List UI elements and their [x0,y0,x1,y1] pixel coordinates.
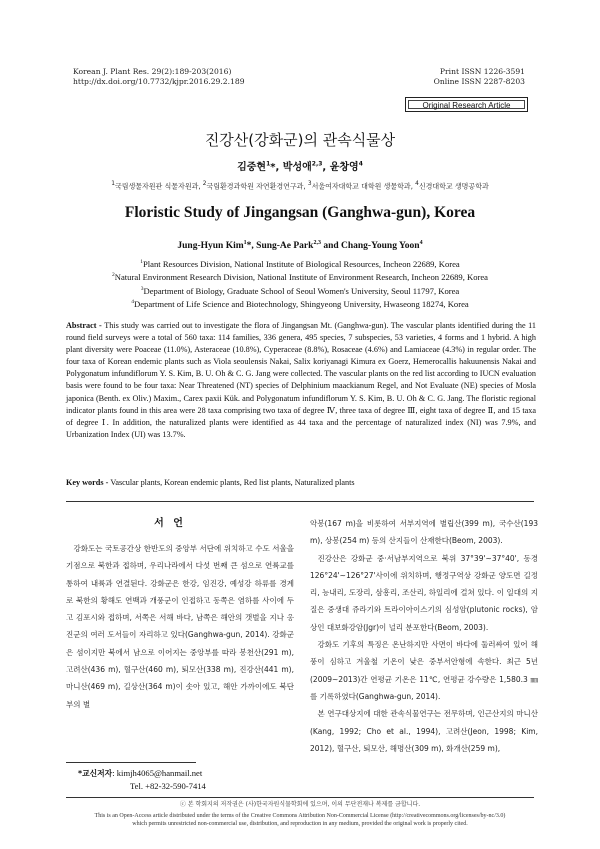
correspondence-email[interactable]: : kimjh4065@hanmail.net [112,768,203,778]
footer-rule [66,797,534,798]
online-issn: Online ISSN 2287-8203 [433,77,525,86]
correspondence-label: *교신저자 [78,769,113,778]
korean-affiliations: $^1$국립생물자원관 식물자원과, $^2$국립환경과학원 자연환경연구과, $^3$서울여자대학교 대학원 생물학과, $^4$신경대학교 생명공학과 [111,181,489,191]
affiliation-2: $^2$Natural Environment Research Division, National Institute of Environment Research, Incheon 22689, Korea [112,272,488,283]
license-line-2: which permits unrestricted non-commercial use, distribution, and reproduction in any medium, provided the original work is properly cited. [132,820,468,827]
correspondence-tel: Tel. +82-32-590-7414 [130,781,206,791]
keywords-label: Key words - [66,478,111,487]
footnote-rule [66,762,196,763]
keywords-text: Vascular plants, Korean endemic plants, Red list plants, Naturalized plants [110,478,355,487]
body-right-paragraph-4: 본 연구대상지에 대한 관속식물연구는 전무하며, 인근산지의 마니산(Kang, 1992; Cho et al., 1994), 고려산(Jeon, 1998; Kim, 2012), 혈구산, 퇴모산, 해명산(309 m), 화개산(259 m), [310,709,538,753]
affiliation-4: $^4$Department of Life Science and Biotechnology, Shingyeong University, Hwaseong 18274, Korea [131,298,469,309]
abstract-label: Abstract - [66,321,105,330]
english-affiliations [40,257,560,310]
license-line-1: This is an Open-Access article distributed under the terms of the Creative Commons Attribution Non-Commercial License (http://creativecommons.org/licenses/by-nc/3.0) [94,813,506,819]
journal-citation: Korean J. Plant Res. 29(2):189-203(2016) [73,67,232,76]
article-type-badge [405,97,528,112]
abstract [66,320,536,441]
affiliation-3: $^3$Department of Biology, Graduate School of Seoul Women's University, Seoul 11797, Korea [140,285,460,296]
copyright-notice: ⓒ 본 학회지의 저작권은 (사)한국자원식물학회에 있으며, 이의 무단전재나 복제를 금합니다. [179,801,421,808]
print-issn: Print ISSN 1226-3591 [439,67,525,76]
korean-authors: 김중현$^1$*, 박성애$^{2,3}$, 윤창영$^4$ [237,160,363,173]
affiliation-1: $^1$Plant Resources Division, National Institute of Biological Resources, Incheon 22689, Korea [140,258,460,269]
article-type-label: Original Research Article [408,100,525,109]
body-left-paragraph: 강화도는 국토공간상 한반도의 중앙부 서단에 위치하고 수도 서울을 기점으로 북한과 접하며, 우리나라에서 다섯 번째 큰 섬으로 연륙교를 통하여 내륙과 연결된다. 강화군은 한강, 임진강, 예성강 하류를 경계로 북한의 황해도 연백과 개풍군이 인접하고 동쪽은 염하를 사이에 두고 김포시와 접하며, 서쪽은 서해 바다, 남쪽은 해안의 갯벌을 지나 옹진군의 여러 도서들이 자리하고 있다(Ganghwa-gun, 2014). 강화군은 섬이지만 북에서 남으로 이어지는 중앙부를 따라 봉천산(291 m), 고려산(436 m), 혈구산(460 m), 퇴모산(338 m), 진강산(441 m), 마니산(469 m), 길상산(364 m)이 솟아 있고, 해안 가까이에도 북단부의 별 [66,544,294,709]
body-right-paragraph-3: 강화도 기후의 특징은 온난하지만 사면이 바다에 둘러싸여 있어 해풍이 심하고 겨울철 기온이 낮은 중부서안형에 속한다. 최근 5년(2009~2013)간 연평균 기온은 11℃, 연평균 강수량은 1,580.3 ㎜를 기록하였다(Ganghwa-gun, 2014). [310,640,538,701]
doi-link[interactable]: http://dx.doi.org/10.7732/kjpr.2016.29.2.189 [73,77,245,86]
section-divider [66,501,534,502]
section-heading-introduction: 서 언 [154,518,186,529]
body-right-paragraph-1: 악봉(167 m)을 비롯하여 서부지역에 별립산(399 m), 국수산(193 m), 상봉(254 m) 등의 산지들이 산재한다(Beom, 2003). [310,519,538,546]
body-right-paragraph-2: 진강산은 강화군 중·서남부지역으로 북위 37°39'~37°40', 동경 126°24'~126°27'사이에 위치하며, 행정구역상 강화군 양도면 길정리, 능내리, 도장리, 삼흥리, 조산리, 하일리에 걸쳐 있다. 이 일대의 지질은 중생대 쥬라기와 트라이아이스기의 심성암(plutonic rocks), 암상인 대보화강암(Jgr)이 널리 분포한다(Beom, 2003). [310,553,538,632]
keywords [66,478,536,487]
body-right-column [310,515,538,757]
abstract-text: This study was carried out to investigate the flora of Jingangsan Mt. (Ganghwa-gun). The vascular plants identified during the 11 round field surveys were a total of 560 taxa: 114 families, 336 genera, 495 species, 7 subspecies, 53 varieties, 4 forms and 1 hybrid. A high plant diversity were Poaceae (11.0%), Asteraceae (10.8%), Cyperaceae (8.8%), Rosaceae (4.6%) and Lamiaceae (4.3%) in regular order. The four taxa of Korean endemic plants such as Viola seoulensis Nakai, Salix koriyanagi Kimura ex Goerz, Hemerocallis hakuunensis Nakai and Polygonatum infundiflorum Y. S. Kim, B. U. Oh & C. G. Jang were collected. The vascular plants on the red list according to IUCN evaluation basis were found to be four taxa: Near Threatened (NT) species of Delphinium maackianum Regel, and Not Evaluate (NE) species of Mosla japonica (Benth. ex Oliv.) Maxim., Carex paxii Kük. and Polygonatum infundiflorum Y. S. Kim, B. U. Oh & C. G. Jang. The floristic regional indicator plants found in this area were 28 taxa comprising two taxa of degree Ⅳ, three taxa of degree Ⅲ, eight taxa of degree Ⅱ, and 15 taxa of degree Ⅰ. In addition, the naturalized plants were identified as 44 taxa and the percentage of naturalized index (NI) was 7.9%, and Urbanization Index (UI) was 13.7%. [66,321,536,439]
english-title: Floristic Study of Jingangsan (Ganghwa-gun), Korea [124,204,476,221]
english-authors: Jung-Hyun Kim$^1$*, Sung-Ae Park$^{2,3}$ and Chang-Young Yoon$^4$ [177,240,423,252]
korean-title: 진강산(강화군)의 관속식물상 [204,131,396,149]
correspondence [78,767,206,792]
